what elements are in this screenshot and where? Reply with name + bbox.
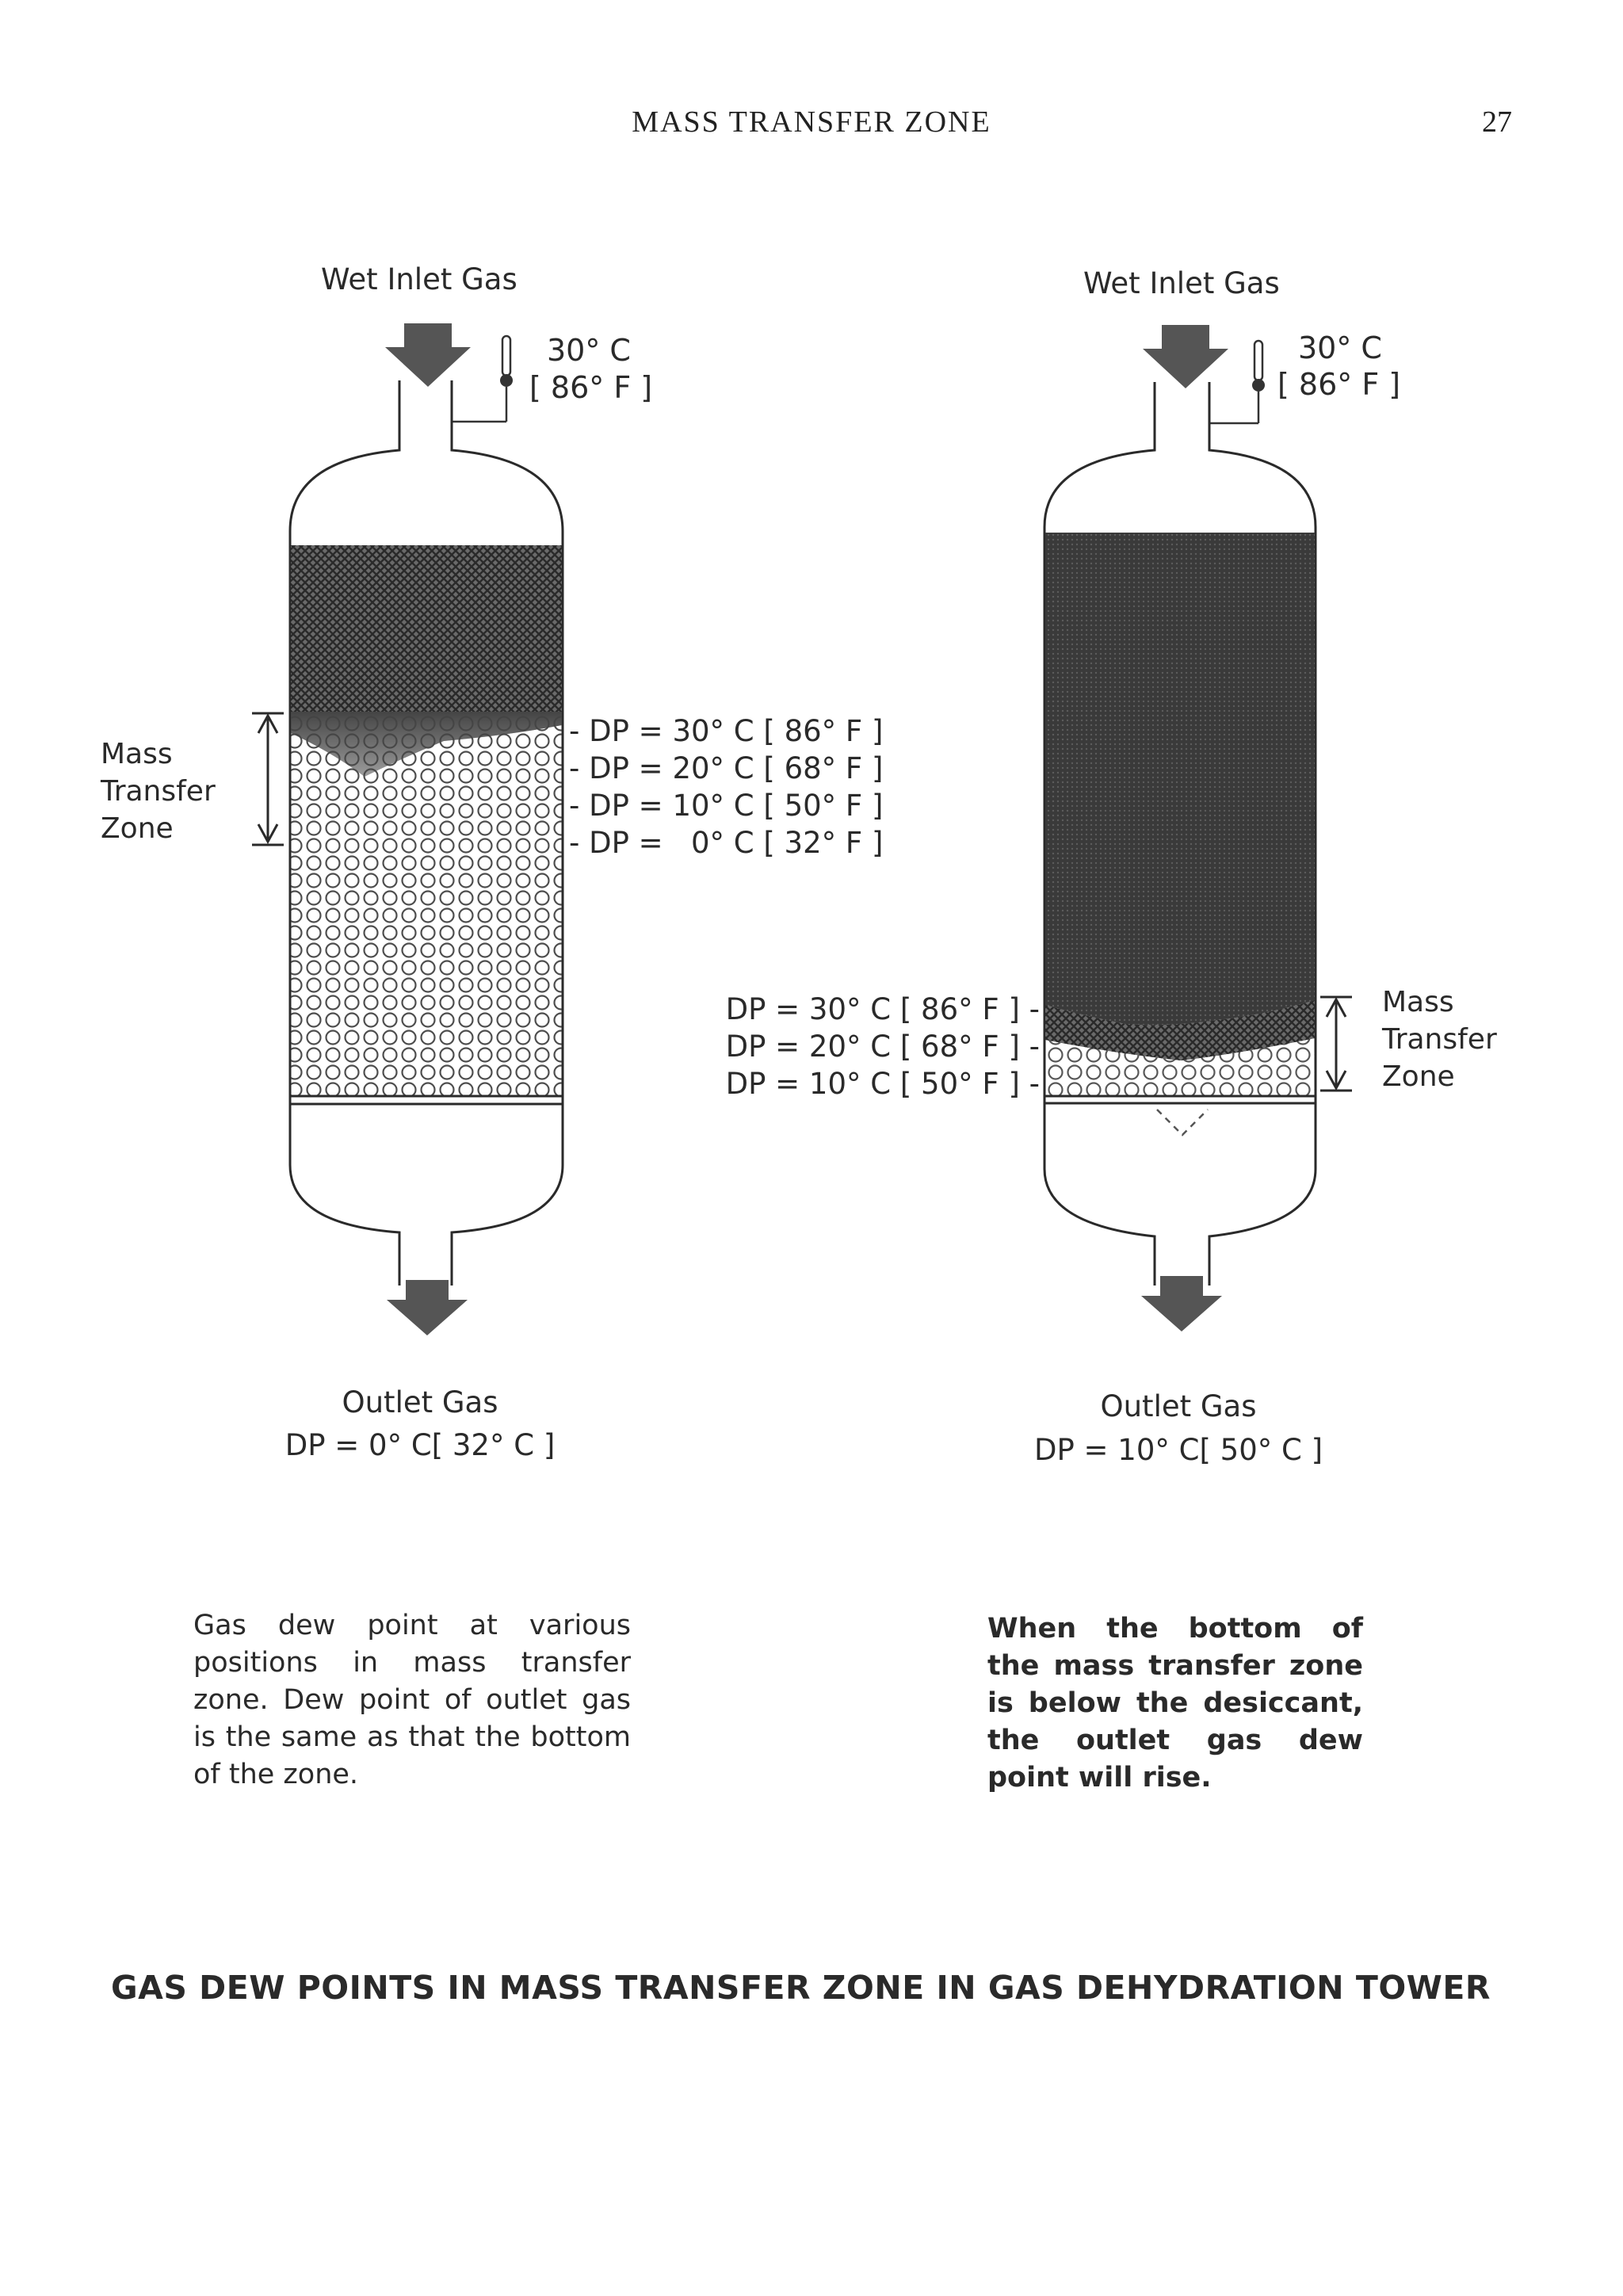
right-mtz-label-line1: Mass: [1382, 986, 1454, 1018]
left-dew-point-2: - DP = 20° C [ 68° F ]: [569, 751, 884, 785]
right-inlet-arrow-icon: [1143, 325, 1228, 388]
left-fresh-desiccant: [291, 713, 562, 1096]
left-tower: [100, 262, 883, 1462]
left-outlet-dew-point: DP = 0° C[ 32° C ]: [285, 1428, 556, 1462]
left-inlet-label: Wet Inlet Gas: [321, 262, 517, 296]
left-mtz-bracket: [252, 713, 284, 845]
right-inlet-label: Wet Inlet Gas: [1083, 266, 1280, 300]
running-title: MASS TRANSFER ZONE: [632, 105, 991, 139]
right-mtz-bracket: [1320, 997, 1352, 1091]
page-number: 27: [1482, 105, 1512, 139]
right-dew-point-3: DP = 10° C [ 50° F ] -: [725, 1067, 1040, 1101]
right-temp-fahrenheit: [ 86° F ]: [1277, 367, 1401, 402]
right-mtz-label-line2: Transfer: [1382, 1023, 1497, 1056]
left-dew-point-3: - DP = 10° C [ 50° F ]: [569, 789, 884, 823]
left-dew-point-1: - DP = 30° C [ 86° F ]: [569, 714, 884, 748]
right-mtz-label-line3: Zone: [1382, 1060, 1455, 1093]
left-mtz-label-line1: Mass: [101, 738, 173, 770]
right-dew-point-2: DP = 20° C [ 68° F ] -: [725, 1030, 1040, 1064]
right-caption: When the bottom of the mass transfer zone is below the desiccant, the outlet gas dew point will rise.: [987, 1613, 1363, 1794]
right-temp-celsius: 30° C: [1298, 330, 1382, 365]
left-temp-celsius: 30° C: [547, 333, 631, 368]
right-breakthrough-marker: [1157, 1110, 1208, 1135]
left-temp-fahrenheit: [ 86° F ]: [529, 370, 653, 405]
left-mtz-label-line3: Zone: [101, 812, 174, 845]
right-outlet-dew-point: DP = 10° C[ 50° C ]: [1033, 1433, 1323, 1467]
right-dew-point-1: DP = 30° C [ 86° F ] -: [725, 992, 1040, 1026]
left-outlet-label: Outlet Gas: [342, 1385, 498, 1419]
left-dew-point-4: - DP = 0° C [ 32° F ]: [569, 826, 884, 860]
left-caption: Gas dew point at various positions in mass transfer zone. Dew point of outlet gas is the same as that the bottom of the zone.: [193, 1610, 631, 1790]
left-saturated-bed: [291, 545, 562, 712]
right-tower: [726, 266, 1497, 1467]
left-mtz-label-line2: Transfer: [101, 775, 216, 808]
left-outlet-arrow-icon: [387, 1280, 468, 1335]
right-saturated-bed: [1045, 533, 1315, 1025]
right-outlet-label: Outlet Gas: [1100, 1389, 1257, 1423]
left-inlet-arrow-icon: [385, 323, 471, 387]
figure-title: GAS DEW POINTS IN MASS TRANSFER ZONE IN GAS DEHYDRATION TOWER: [111, 1969, 1491, 2007]
